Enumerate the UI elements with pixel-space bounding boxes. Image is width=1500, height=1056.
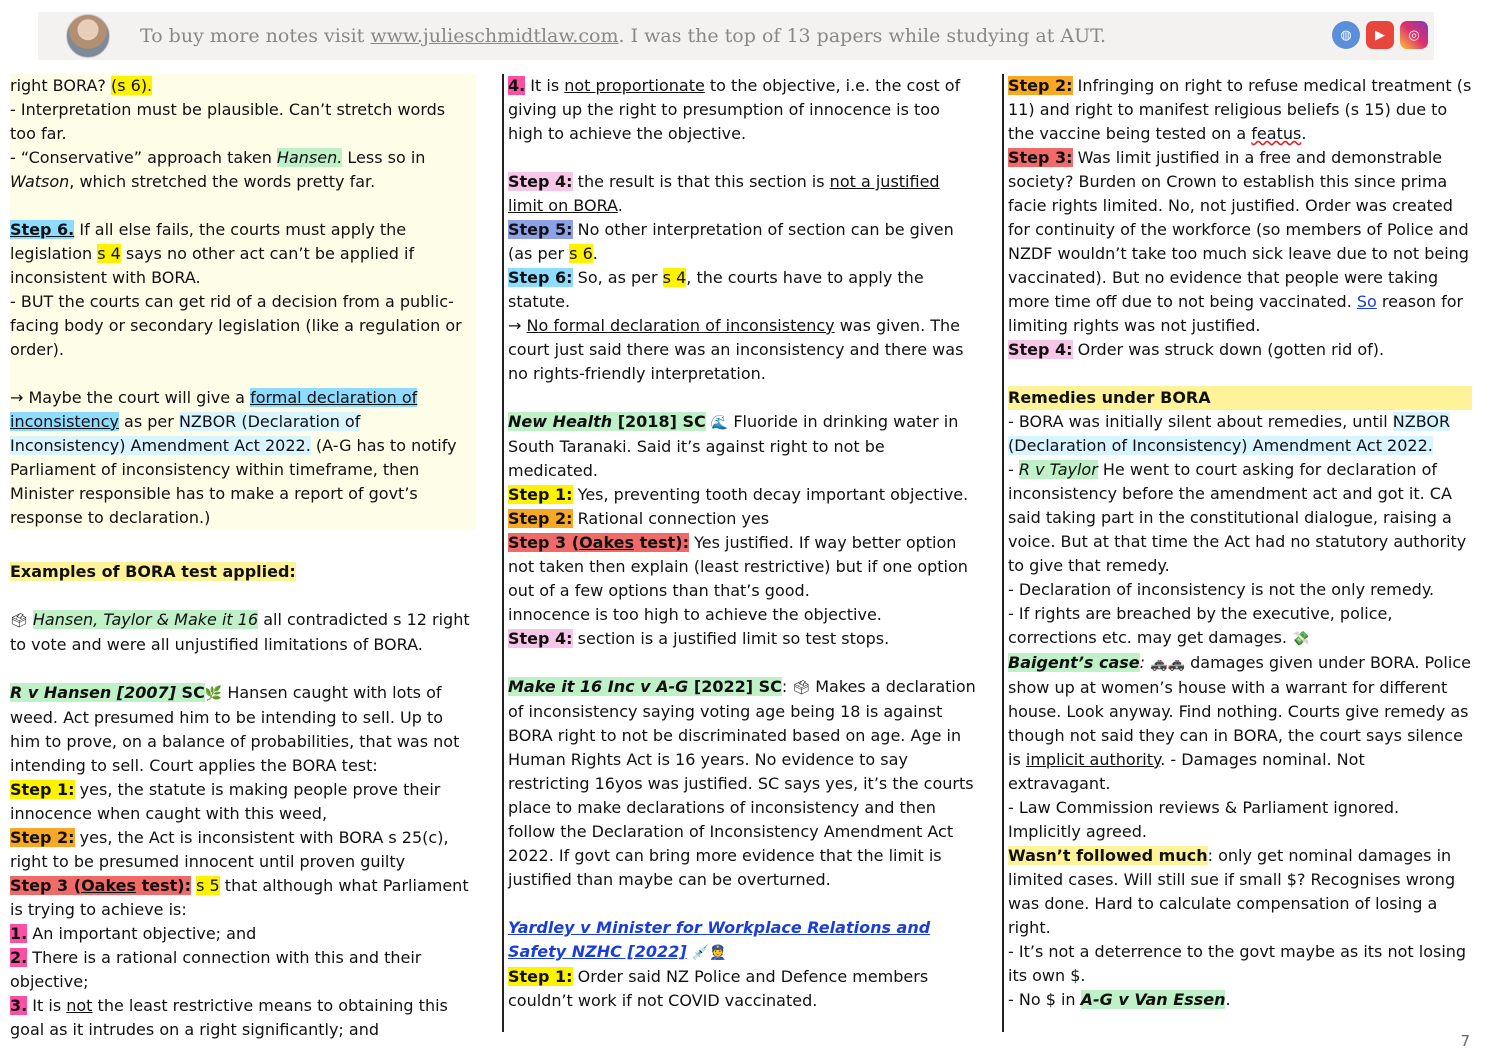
website-link[interactable]: www.julieschmidtlaw.com: [370, 25, 619, 47]
column-3: Step 2: Infringing on right to refuse medical treatment (s 11) and right to manifest religious beliefs (s 15) due to the vaccine being tested on a featus. Step 3: Was limit justified in a free and demonstrable society? Burden on Crown to establish this since prima facie rights limited. No, not justified. Order was created for continuity of the workforce (so members of Police and NZDF wouldn’t take too much sick leave due to not being vaccinated). But no evidence that people were taking more time off due to not being vaccinated. So reason for limiting rights was not justified. Step 4: Order was struck down (gotten rid of). Remedies under BORA - BORA was initially silent about remedies, until NZBOR (Declaration of Inconsistency) Amendment Act 2022. - R v Taylor He went to court asking for declaration of inconsistency before the amendment act and got it. CA said taking part in the constitutional dialogue, raising a voice. But at that time the Act had no statutory authority to give that remedy. - Declaration of inconsistency is not the only remedy. - If rights are breached by the executive, police, corrections etc. may get damages. 💸 Baigent’s case: 🚓🚓 damages given under BORA. Police show up at women’s house with a warrant for different house. Look anyway. Find nothing. Courts give remedy as though not said they can in BORA, the court says silence is implicit authority. - Damages nominal. Not extravagant. - Law Commission reviews & Parliament ignored. Implicitly agreed. Wasn’t followed much: only get nominal damages in limited cases. Will still sue if small $? Recognises wrong was done. Hard to calculate compensation of losing a right. - It’s not a deterrence to the govt maybe as its not losing its own $. - No $ in A-G v Van Essen.: [1008, 76, 1472, 1009]
banner: [38, 12, 1434, 60]
police-car-icon: 🚓🚓: [1150, 656, 1186, 672]
leaf-icon: 🌿: [204, 686, 223, 702]
column-divider: [502, 74, 504, 1032]
ballot-box-icon: 🗳: [792, 680, 811, 696]
globe-icon[interactable]: ◍: [1332, 21, 1360, 49]
social-icons: [1332, 21, 1428, 49]
page-number: 7: [1460, 1032, 1470, 1050]
youtube-icon[interactable]: ▶: [1366, 21, 1394, 49]
water-icon: 🌊: [710, 415, 729, 431]
section-heading: Remedies under BORA: [1008, 388, 1211, 407]
ballot-box-icon: 🗳: [10, 613, 28, 629]
column-2: 4. It is not proportionate to the objective, i.e. the cost of giving up the right to presumption of innocence is too high to achieve the objective. Step 4: the result is that this section is not a justified limit on BORA. Step 5: No other interpretation of section can be given (as per s 6. Step 6: So, as per s 4, the courts have to apply the statute. → No formal declaration of inconsistency was given. The court just said there was an inconsistency and there was no rights-friendly interpretation. New Health [2018] SC 🌊 Fluoride in drinking water in South Taranaki. Said it’s against right to not be medicated. Step 1: Yes, preventing tooth decay important objective. Step 2: Rational connection yes Step 3 (Oakes test): Yes justified. If way better option not taken then explain (least restrictive) but if one option out of a few options than that’s good. innocence is too high to achieve the objective. Step 4: section is a justified limit so test stops. Make it 16 Inc v A-G [2022] SC: 🗳 Makes a declaration of inconsistency saying voting age being 18 is against BORA right to not be discriminated based on age. Age in Human Rights Act is 16 years. No evidence to say restricting 16yos was justified. SC says yes, it’s the courts place to make declarations of inconsistency and then follow the Declaration of Inconsistency Amendment Act 2022. If govt can bring more evidence that the limit is justified than maybe can be overturned. Yardley v Minister for Workplace Relations and Safety NZHC [2022] 💉👮 Step 1: Order said NZ Police and Defence members couldn’t work if not COVID vaccinated.: [508, 76, 976, 1010]
money-icon: 💸: [1292, 631, 1310, 647]
case-link[interactable]: Yardley v Minister for Workplace Relations and Safety NZHC [2022]: [508, 918, 931, 961]
instagram-icon[interactable]: ◎: [1400, 21, 1428, 49]
column-1: right BORA? (s 6). - Interpretation must be plausible. Can’t stretch words too far. - “Conservative” approach taken Hansen. Less so in Watson, which stretched the words pretty far. Step 6. If all else fails, the courts must apply the legislation s 4 says no other act can’t be applied if inconsistent with BORA. - BUT the courts can get rid of a decision from a public-facing body or secondary legislation (like a regulation or order). → Maybe the court will give a formal declaration of inconsistency as per NZBOR (Declaration of Inconsistency) Amendment Act 2022. (A-G has to notify Parliament of inconsistency within timeframe, then Minister responsible has to make a report of govt’s response to declaration.) Examples of BORA test applied: 🗳 Hansen, Taylor & Make it 16 all contradicted s 12 right to vote and were all unjustified limitations of BORA. R v Hansen [2007] SC🌿 Hansen caught with lots of weed. Act presumed him to be intending to sell. Up to him to prove, on a balance of probabilities, that was not intending to sell. Court applies the BORA test: Step 1: yes, the statute is making people prove their innocence when caught with this weed, Step 2: yes, the Act is inconsistent with BORA s 25(c), right to be presumed innocent until proven guilty Step 3 (Oakes test): s 5 that although what Parliament is trying to achieve is: 1. An important objective; and 2. There is a rational connection with this and their objective; 3. It is not the least restrictive means to obtaining this goal as it intrudes on a right significantly; and: [10, 74, 476, 1042]
yellow-block: right BORA? (s 6). - Interpretation must be plausible. Can’t stretch words too far. - “Conservative” approach taken Hansen. Less so in Watson, which stretched the words pretty far. Step 6. If all else fails, the courts must apply the legislation s 4 says no other act can’t be applied if inconsistent with BORA. - BUT the courts can get rid of a decision from a public-facing body or secondary legislation (like a regulation or order). → Maybe the court will give a formal declaration of inconsistency as per NZBOR (Declaration of Inconsistency) Amendment Act 2022. (A-G has to notify Parliament of inconsistency within timeframe, then Minister responsible has to make a report of govt’s response to declaration.): [10, 74, 476, 530]
banner-text: To buy more notes visit www.julieschmidtlaw.com. I was the top of 13 papers while studying at AUT.: [140, 25, 1107, 47]
section-heading: Examples of BORA test applied:: [10, 562, 296, 581]
column-divider: [1002, 74, 1004, 1032]
syringe-icon: 💉: [691, 945, 710, 961]
police-officer-icon: 👮: [709, 945, 727, 961]
avatar: [66, 14, 110, 58]
